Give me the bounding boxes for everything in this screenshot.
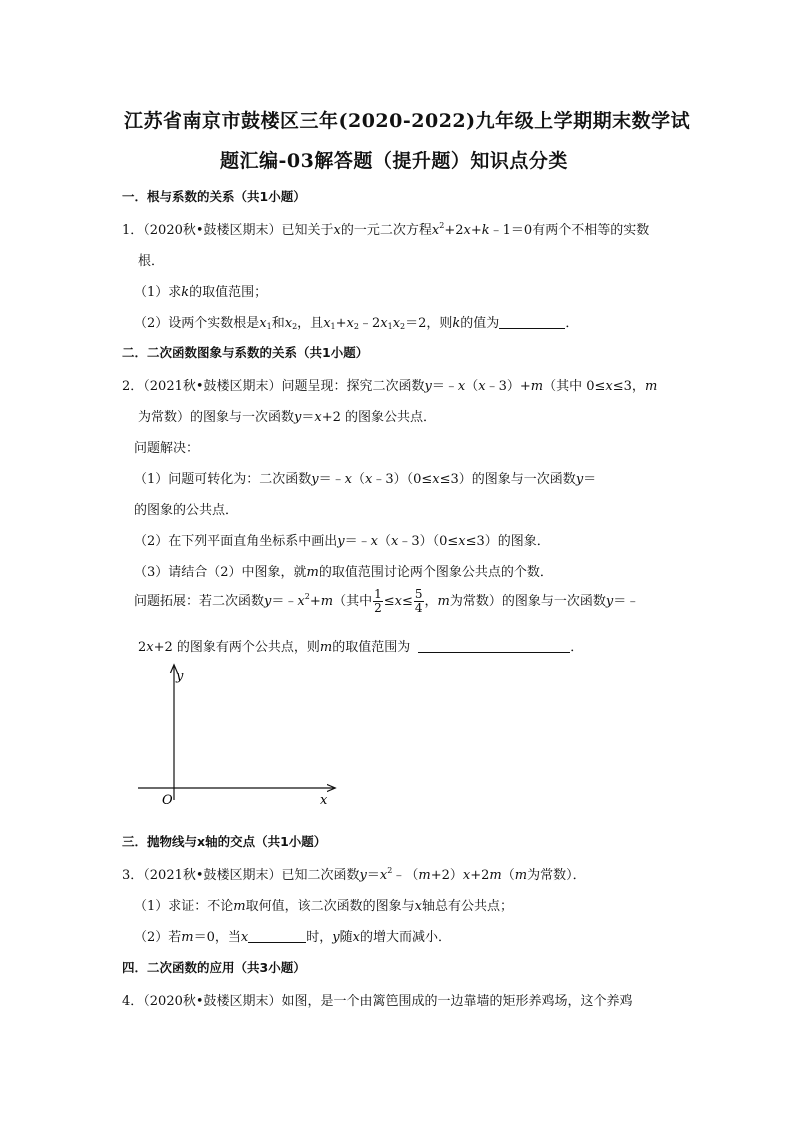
question-3-part-1: （1）求证：不论m取何值，该二次函数的图象与x轴总有公共点； (134, 899, 513, 914)
question-2-line-1: 2．（2021秋•鼓楼区期末）问题呈现：探究二次函数y＝﹣x（x﹣3）+m（其中 0≤x≤3，m (122, 379, 658, 394)
answer-blank (499, 316, 565, 329)
question-2-part-1-cont: 的图象的公共点． (134, 503, 239, 518)
question-2-part-3: （3）请结合（2）中图象，就m的取值范围讨论两个图象公共点的个数． (134, 565, 553, 580)
fraction-one-half: $\frac{1}{2}$ (374, 587, 382, 615)
question-2-line-2: 为常数）的图象与一次函数y＝x+2 的图象公共点． (138, 410, 437, 425)
question-2-extension-line-1: 问题拓展：若二次函数$y=﹣x^2+m$（其中 $\frac{1}{2}$ ≤x≤ $\frac{5}{4}$ ，m为常数）的图象与一次函数y＝﹣ (134, 587, 640, 615)
question-2-part-1: （1）问题可转化为：二次函数y＝﹣x（x﹣3）（0≤x≤3）的图象与一次函数y＝ (134, 472, 597, 487)
origin-label: O (162, 793, 173, 808)
answer-blank (248, 930, 306, 943)
question-2-part-2: （2）在下列平面直角坐标系中画出y＝﹣x（x﹣3）（0≤x≤3）的图象． (134, 534, 550, 549)
y-axis-label: y (176, 669, 184, 684)
question-2-extension-line-2: 2x+2 的图象有两个公共点，则m的取值范围为 ． (138, 640, 584, 655)
answer-blank (418, 640, 570, 653)
section-heading-4: 四．二次函数的应用（共3小题） (122, 960, 306, 975)
question-4-line-1: 4．（2020秋•鼓楼区期末）如图，是一个由篱笆围成的一边靠墙的矩形养鸡场，这个养鸡 (122, 994, 633, 1009)
section-heading-1: 一．根与系数的关系（共1小题） (122, 189, 306, 204)
question-1-part-1: （1）求k的取值范围； (134, 285, 268, 300)
question-1-line-2: 根． (138, 254, 165, 269)
question-1-line-1: 1．（2020秋•鼓楼区期末）已知关于x的一元二次方程$x^2+2x+k﹣1=0$有两个不相等的实数 (122, 221, 650, 238)
fraction-five-quarters: $\frac{5}{4}$ (414, 587, 423, 615)
coordinate-axes-figure (130, 660, 350, 810)
section-heading-3: 三．抛物线与x轴的交点（共1小题） (122, 834, 327, 849)
question-3-line-1: 3．（2021秋•鼓楼区期末）已知二次函数$y=x^2﹣(m+2)x+2m(m$为常数）． (122, 866, 586, 883)
question-1-part-2: （2）设两个实数根是$x_1$和$x_2$，且$x_1+x_2﹣2x_1x_2=2$，则k的值为 ． (134, 316, 579, 331)
document-title-line-2: 题汇编-03解答题（提升题）知识点分类 (220, 150, 568, 172)
question-3-part-2: （2）若m＝0，当x 时，y随x的增大而减小． (134, 930, 451, 945)
section-heading-2: 二．二次函数图象与系数的关系（共1小题） (122, 345, 369, 360)
document-title-line-1: 江苏省南京市鼓楼区三年(2020-2022)九年级上学期期末数学试 (124, 110, 691, 132)
question-2-line-3: 问题解决： (134, 441, 200, 456)
x-axis-label: x (320, 793, 328, 808)
